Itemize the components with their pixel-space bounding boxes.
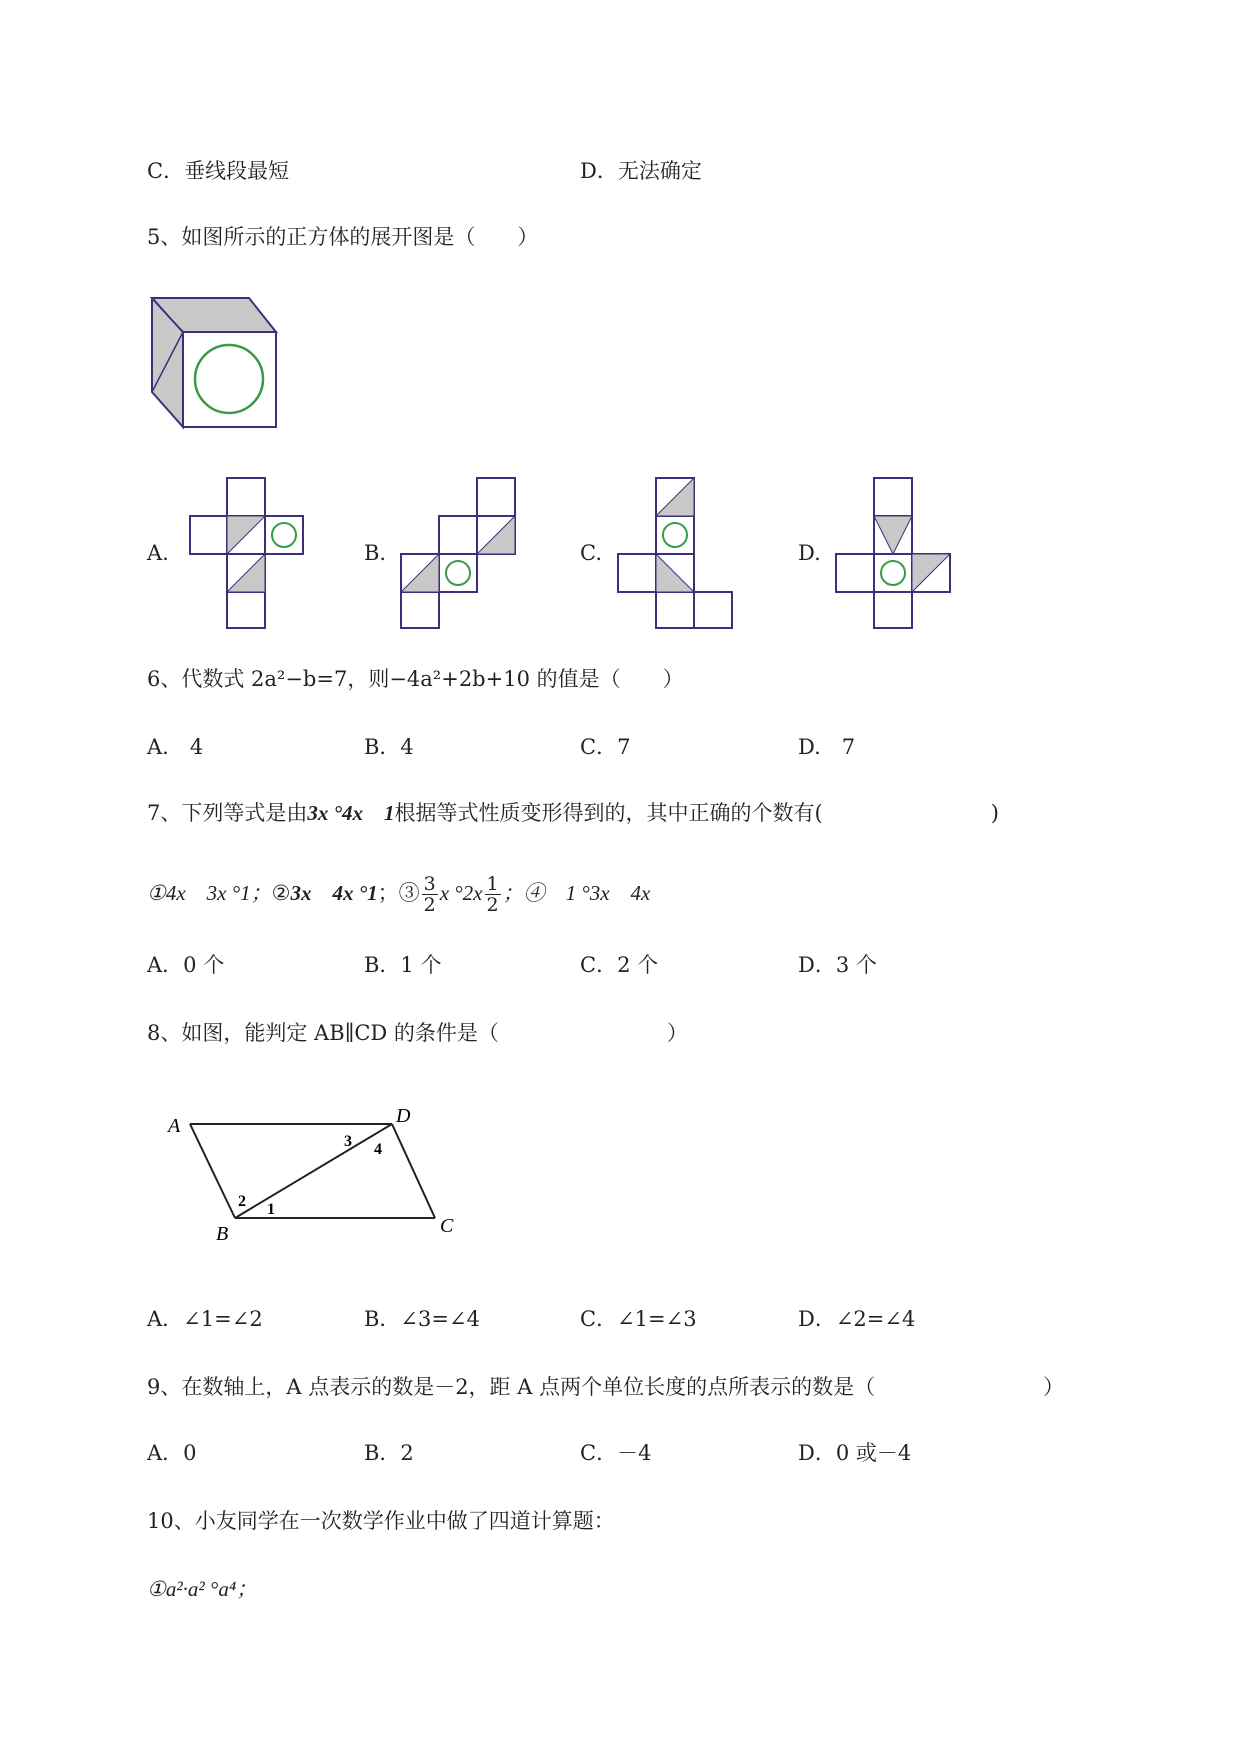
- angle-4-label: 4: [374, 1141, 382, 1158]
- q7-item-3-middle: x °2x: [439, 881, 483, 905]
- q10-item-1: ①a²·a² °a⁴；: [147, 1577, 258, 1601]
- q5-label-d[interactable]: D.: [798, 541, 821, 565]
- net-a-figure[interactable]: [182, 470, 312, 630]
- q6-stem: 6、代数式 2a²−b=7，则−4a²+2b+10 的值是（ ）: [147, 667, 684, 691]
- q5-label-b[interactable]: B.: [364, 541, 387, 565]
- q8-option-d[interactable]: D．∠2=∠4: [798, 1307, 916, 1331]
- angle-1-label: 1: [267, 1201, 275, 1218]
- q10-stem: 10、小友同学在一次数学作业中做了四道计算题：: [147, 1509, 615, 1533]
- q9-option-b[interactable]: B．2: [364, 1441, 414, 1465]
- q7-option-b[interactable]: B．1 个: [364, 953, 442, 977]
- q7-stem-pre: 7、下列等式是由: [147, 801, 308, 825]
- q5-label-a[interactable]: A.: [147, 541, 169, 565]
- q7-option-c[interactable]: C．2 个: [580, 953, 659, 977]
- q7-item-3-marker: ；③: [377, 881, 420, 905]
- q8-option-a[interactable]: A．∠1=∠2: [147, 1307, 263, 1331]
- q7-item-2-marker: ②: [271, 881, 291, 905]
- q7-item-1: ①4x 3x °1；: [147, 881, 272, 905]
- cube-figure: [146, 292, 286, 432]
- q7-items: [147, 874, 650, 915]
- q7-option-d[interactable]: D．3 个: [798, 953, 877, 977]
- q8-option-c[interactable]: C．∠1=∠3: [580, 1307, 697, 1331]
- q7-option-a[interactable]: A．0 个: [147, 953, 225, 977]
- label-c: C: [440, 1215, 454, 1237]
- label-b: B: [216, 1223, 229, 1245]
- q9-stem: 9、在数轴上，A 点表示的数是－2，距 A 点两个单位长度的点所表示的数是（ ）: [147, 1375, 1065, 1399]
- q8-option-b[interactable]: B．∠3=∠4: [364, 1307, 480, 1331]
- q4-option-d[interactable]: D．无法确定: [580, 159, 702, 183]
- label-a: A: [168, 1115, 181, 1137]
- q7-item-3-fraction-a: $\frac{3}{2}$: [423, 873, 436, 916]
- angle-3-label: 3: [344, 1133, 352, 1150]
- net-d-figure[interactable]: [830, 470, 960, 630]
- q4-option-c[interactable]: C．垂线段最短: [147, 159, 290, 183]
- q9-option-c[interactable]: C．－4: [580, 1441, 652, 1465]
- q6-option-c[interactable]: C．7: [580, 735, 631, 759]
- q6-option-a[interactable]: A. 4: [147, 735, 204, 759]
- q7-stem: [147, 800, 999, 826]
- q5-label-c[interactable]: C.: [580, 541, 602, 565]
- q7-item-3-fraction-b: $\frac{1}{2}$: [486, 873, 499, 916]
- net-c-figure[interactable]: [612, 470, 742, 630]
- q7-item-4: ；④ 1 °3x 4x: [502, 881, 651, 905]
- q9-option-a[interactable]: A．0: [147, 1441, 197, 1465]
- q8-stem: 8、如图，能判定 AB∥CD 的条件是（ ）: [147, 1021, 688, 1045]
- q5-stem: 5、如图所示的正方体的展开图是（ ）: [147, 225, 539, 249]
- q6-option-b[interactable]: B．4: [364, 735, 414, 759]
- angle-2-label: 2: [238, 1193, 246, 1210]
- q9-option-d[interactable]: D．0 或－4: [798, 1441, 912, 1465]
- q7-item-2-equation: 3x 4x °1: [290, 881, 378, 905]
- parallelogram-figure: [160, 1100, 470, 1250]
- net-b-figure[interactable]: [395, 470, 525, 630]
- q6-option-d[interactable]: D. 7: [798, 735, 856, 759]
- label-d: D: [396, 1105, 411, 1127]
- q7-stem-post: 根据等式性质变形得到的，其中正确的个数有( ): [394, 801, 999, 825]
- q7-stem-equation: 3x °4x 1: [307, 801, 395, 825]
